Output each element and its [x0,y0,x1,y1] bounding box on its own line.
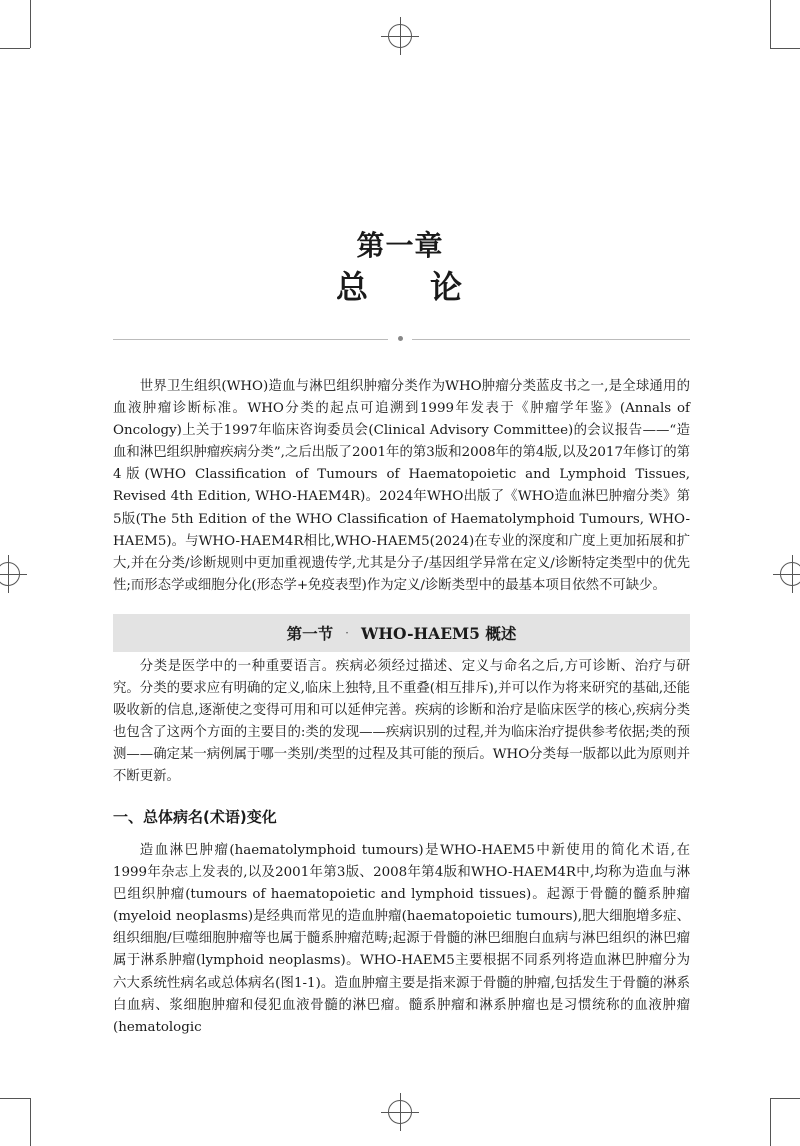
section-label: 第一节 [286,624,334,643]
registration-mark-icon [388,24,412,48]
divider-line [113,339,388,340]
chapter-number: 第一章 [356,229,444,262]
subsection-heading: 一、总体病名(术语)变化 [113,808,277,826]
intro-paragraph: 世界卫生组织(WHO)造血与淋巴组织肿瘤分类作为WHO肿瘤分类蓝皮书之一,是全球通用的血液肿瘤诊断标准。WHO分类的起点可追溯到1999年发表于《肿瘤学年鉴》(Annals of Oncology)上关于1997年临床咨询委员会(Clinical Advisory Committee)的会议报告——“造血和淋巴组织肿瘤疾病分类”,之后出版了2001年的第3版和2008年的第4版,以及2017年修订的第4版(WHO Classification of Tumours of Haematopoietic and Lymphoid Tissues, Revised 4th Edition, WHO-HAEM4R)。2024年WHO出版了《WHO造血淋巴肿瘤分类》第5版(The 5th Edition of the WHO Classification of Haematolymphoid Tumours, WHO-HAEM5)。与WHO-HAEM4R相比,WHO-HAEM5(2024)在专业的深度和广度上更加拓展和扩大,并在分类/诊断规则中更加重视遗传学,尤其是分子/基因组学异常在定义/诊断特定类型中的优先性;而形态学或细胞分化(形态学+免疫表型)作为定义/诊断类型中的最基本项目依然不可缺少。 [113,379,690,593]
crop-mark [0,48,30,49]
crop-mark [30,1098,31,1146]
crop-mark [770,0,771,48]
registration-mark-icon [0,562,20,586]
crop-mark [0,1098,30,1099]
section-paragraph: 分类是医学中的一种重要语言。疾病必须经过描述、定义与命名之后,方可诊断、治疗与研究。分类的要求应有明确的定义,临床上独特,且不重叠(相互排斥),并可以作为将来研究的基础,还能吸收新的信息,逐渐使之变得可用和可以延伸完善。疾病的诊断和治疗是临床医学的核心,疾病分类也包含了这两个方面的主要目的:类的发现——疾病识别的过程,并为临床治疗提供参考依据;类的预测——确定某一病例属于哪一类别/类型的过程及其可能的预后。WHO分类每一版都以此为原则并不断更新。 [113,659,690,785]
chapter-title [0,262,800,308]
registration-mark-icon [780,562,800,586]
divider-dot [398,336,403,341]
crop-mark [770,1098,771,1146]
crop-mark [30,0,31,48]
crop-mark [770,1098,800,1099]
divider-line [412,339,690,340]
section-separator: · [345,626,349,640]
section-heading [113,614,690,652]
registration-mark-icon [388,1100,412,1124]
chapter-title-char: 论 [430,268,465,306]
subsection-paragraph: 造血淋巴肿瘤(haematolymphoid tumours)是WHO-HAEM5中新使用的简化术语,在1999年杂志上发表的,以及2001年第3版、2008年第4版和WHO-HAEM4R中,均称为造血与淋巴组织肿瘤(tumours of haematopoietic and lymphoid tissues)。起源于骨髓的髓系肿瘤(myeloid neoplasms)是经典而常见的造血肿瘤(haematopoietic tumours),肥大细胞增多症、组织细胞/巨噬细胞肿瘤等也属于髓系肿瘤范畴;起源于骨髓的淋巴细胞白血病与淋巴组织的淋巴瘤属于淋系肿瘤(lymphoid neoplasms)。WHO-HAEM5主要根据不同系列将造血淋巴肿瘤分为六大系统性病名或总体病名(图1-1)。造血肿瘤主要是指来源于骨髓的肿瘤,包括发生于骨髓的淋系白血病、浆细胞肿瘤和侵犯血液骨髓的淋巴瘤。髓系肿瘤和淋系肿瘤也是习惯统称的血液肿瘤(hematologic [113,843,690,1035]
section-title: WHO-HAEM5 概述 [360,624,517,643]
chapter-title-char: 总 [335,268,370,306]
crop-mark [770,48,800,49]
